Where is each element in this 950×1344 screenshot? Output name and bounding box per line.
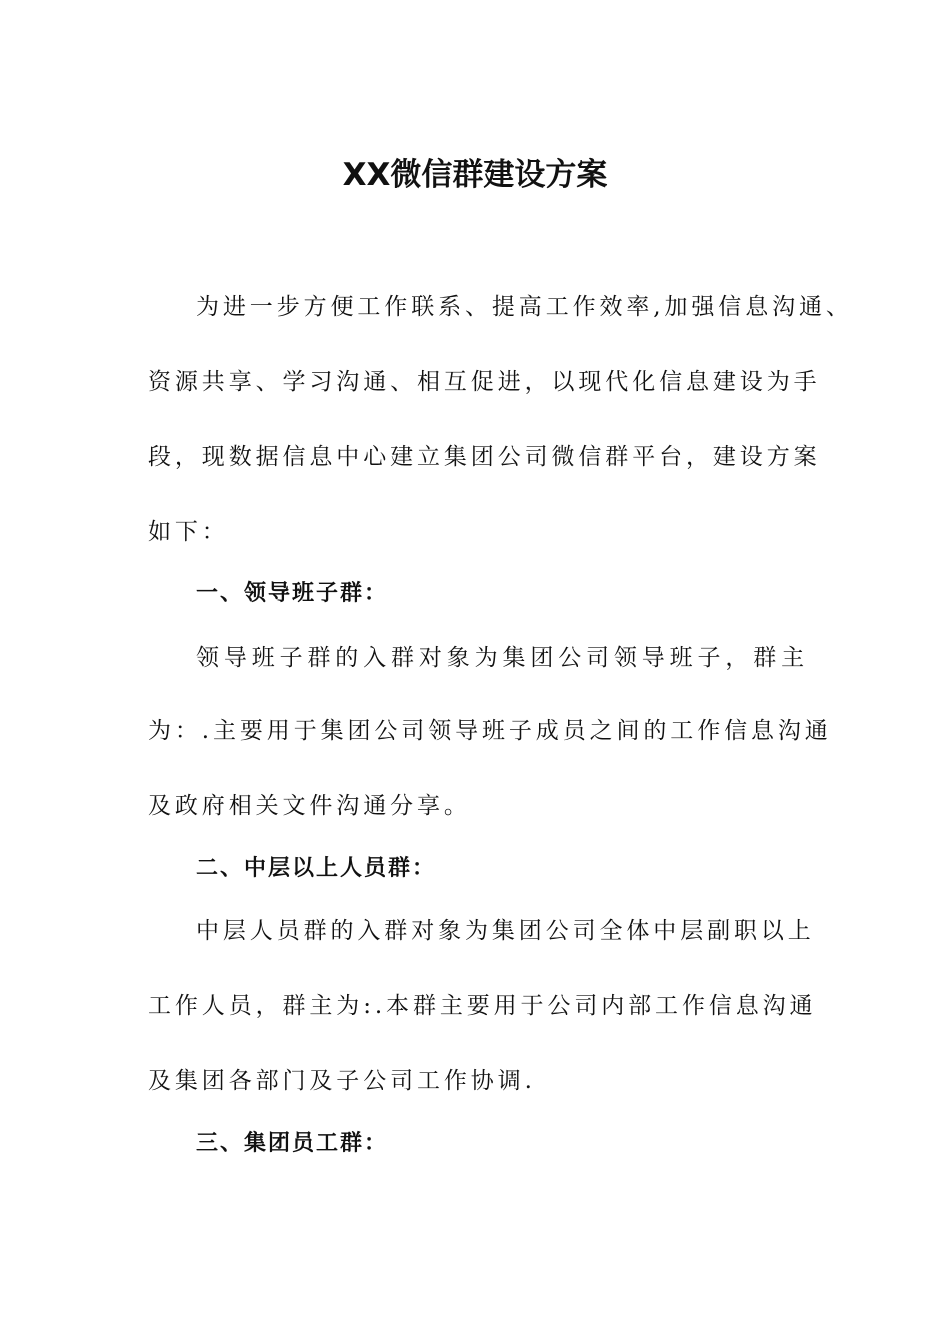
section-3-heading: 三、集团员工群： bbox=[196, 1131, 389, 1156]
section-1-line-3: 及政府相关文件沟通分享。 bbox=[148, 793, 471, 819]
intro-line-4: 如下： bbox=[148, 519, 229, 545]
section-2-line-2: 工作人员，群主为:.本群主要用于公司内部工作信息沟通 bbox=[148, 993, 817, 1019]
document-title: XX微信群建设方案 bbox=[342, 157, 608, 193]
section-1-heading: 一、领导班子群： bbox=[196, 581, 389, 606]
section-2-line-1: 中层人员群的入群对象为集团公司全体中层副职以上 bbox=[196, 918, 815, 944]
section-1-line-2: 为：.主要用于集团公司领导班子成员之间的工作信息沟通 bbox=[148, 718, 832, 744]
section-2-line-3: 及集团各部门及子公司工作协调. bbox=[148, 1068, 536, 1094]
intro-line-2: 资源共享、学习沟通、相互促进，以现代化信息建设为手 bbox=[148, 369, 821, 395]
section-2-heading: 二、中层以上人员群： bbox=[196, 856, 437, 881]
intro-line-1: 为进一步方便工作联系、提高工作效率,加强信息沟通、 bbox=[196, 294, 853, 320]
intro-line-3: 段，现数据信息中心建立集团公司微信群平台，建设方案 bbox=[148, 444, 821, 470]
section-1-line-1: 领导班子群的入群对象为集团公司领导班子，群主 bbox=[196, 645, 808, 671]
